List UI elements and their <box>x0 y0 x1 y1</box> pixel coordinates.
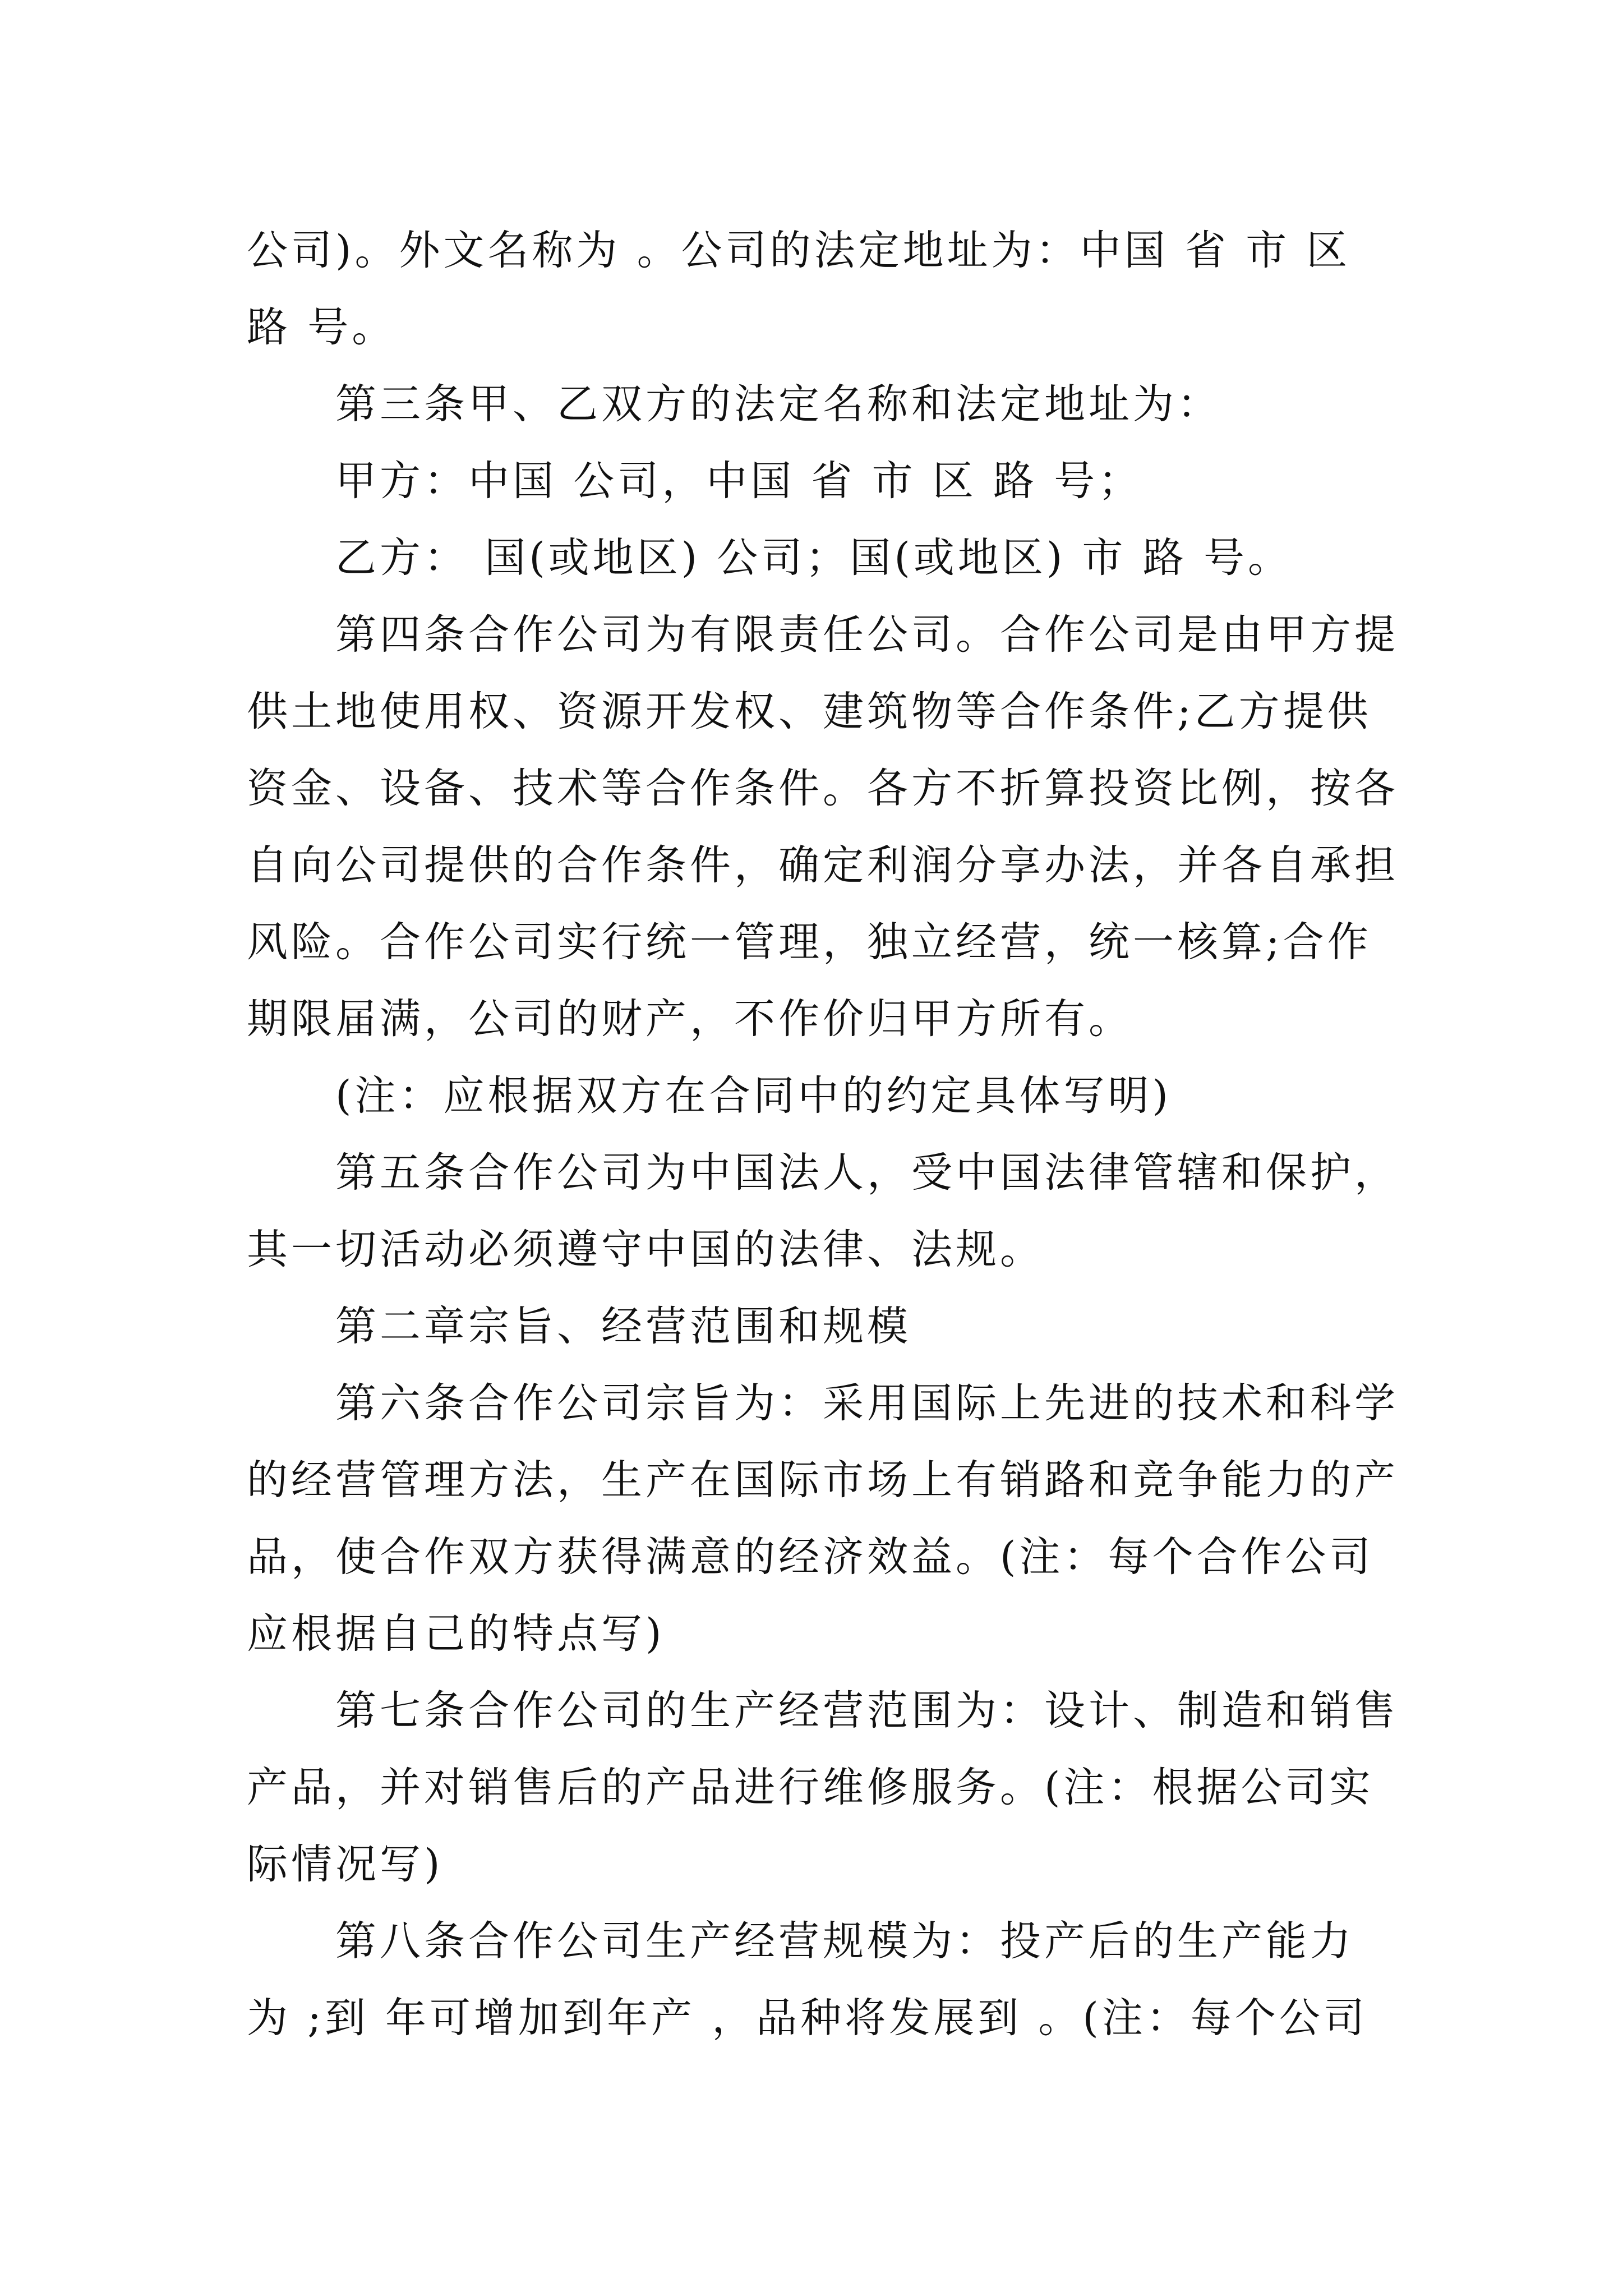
text-line: 第四条合作公司为有限责任公司。合作公司是由甲方提 <box>335 611 1399 659</box>
text-line: 应根据自己的特点写) <box>247 1610 665 1658</box>
document-body <box>247 212 1399 2056</box>
text-line: 第七条合作公司的生产经营范围为：设计、制造和销售 <box>335 1687 1399 1734</box>
text-line: 的经营管理方法，生产在国际市场上有销路和竞争能力的产 <box>247 1456 1399 1504</box>
text-line: (注：应根据双方在合同中的约定具体写明) <box>335 1072 1172 1120</box>
text-line: 第五条合作公司为中国法人，受中国法律管辖和保护， <box>335 1149 1399 1197</box>
text-line: 第六条合作公司宗旨为：采用国际上先进的技术和科学 <box>335 1379 1399 1427</box>
chapter-heading: 第二章宗旨、经营范围和规模 <box>335 1303 911 1350</box>
text-line: 风险。合作公司实行统一管理，独立经营，统一核算;合作 <box>247 918 1372 966</box>
text-line: 际情况写) <box>247 1841 444 1888</box>
text-line: 自向公司提供的合作条件，确定利润分享办法，并各自承担 <box>247 841 1399 889</box>
text-line: 为 ;到 年可增加到年产 ，品种将发展到 。(注：每个公司 <box>247 1994 1368 2042</box>
text-line: 品，使合作双方获得满意的经济效益。(注：每个合作公司 <box>247 1533 1374 1581</box>
text-line: 产品，并对销售后的产品进行维修服务。(注：根据公司实 <box>247 1764 1374 1811</box>
text-line: 路 号。 <box>247 303 396 351</box>
text-line: 甲方：中国 公司，中国 省 市 区 路 号； <box>335 457 1143 505</box>
text-line: 供土地使用权、资源开发权、建筑物等合作条件;乙方提供 <box>247 688 1372 735</box>
text-line: 乙方： 国(或地区) 公司；国(或地区) 市 路 号。 <box>335 534 1292 582</box>
text-line: 公司)。外文名称为 。公司的法定地址为：中国 省 市 区 <box>247 227 1351 274</box>
text-line: 第三条甲、乙双方的法定名称和法定地址为： <box>335 380 1221 428</box>
text-line: 期限届满，公司的财产，不作价归甲方所有。 <box>247 995 1133 1043</box>
text-line: 第八条合作公司生产经营规模为：投产后的生产能力 <box>335 1917 1354 1965</box>
text-line: 其一切活动必须遵守中国的法律、法规。 <box>247 1226 1044 1273</box>
text-line: 资金、设备、技术等合作条件。各方不折算投资比例，按各 <box>247 765 1399 812</box>
